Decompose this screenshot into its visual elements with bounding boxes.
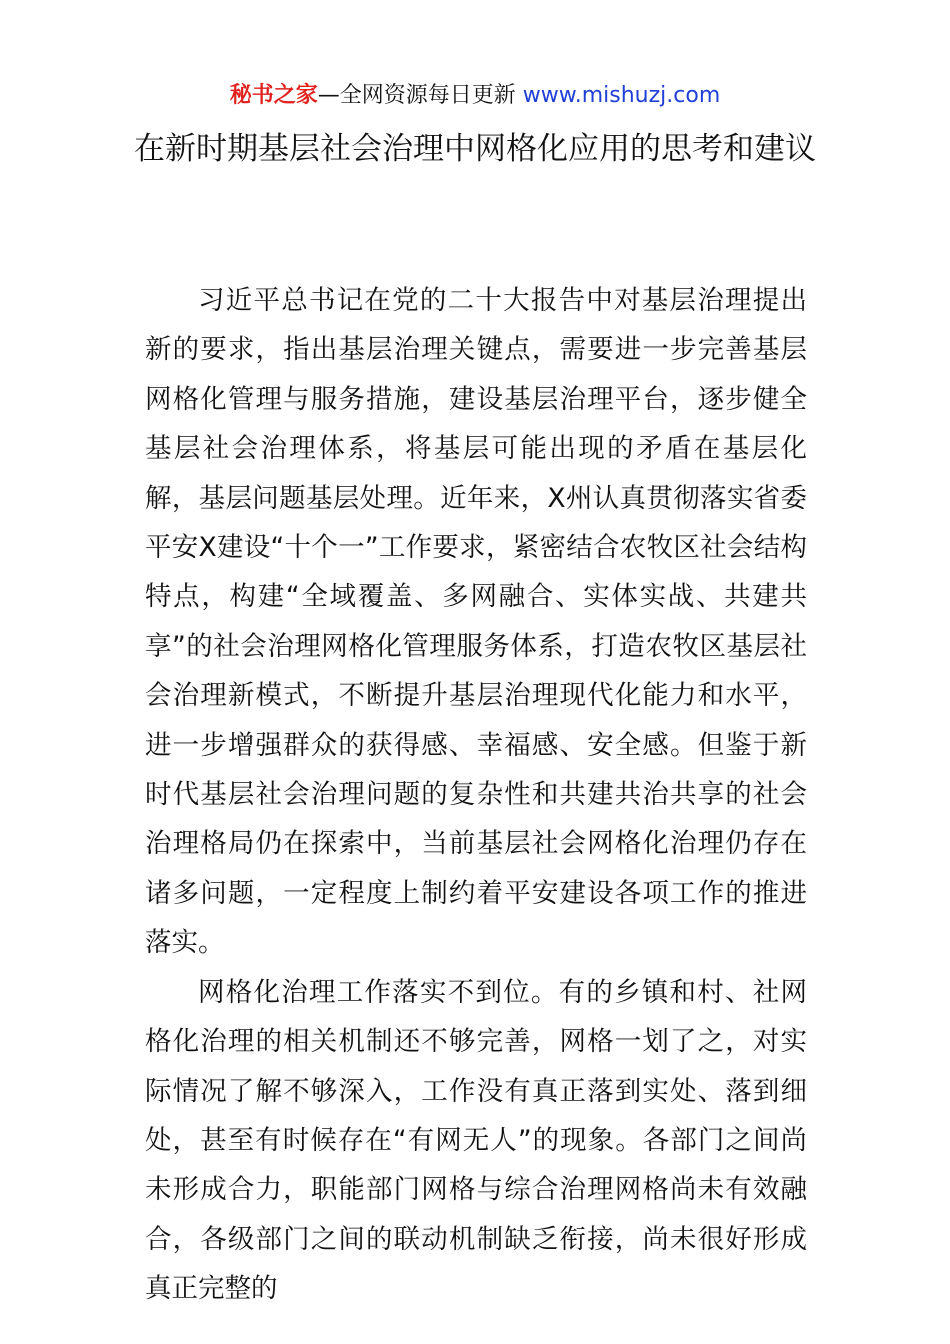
site-brand: 秘书之家: [229, 83, 318, 108]
paragraph: 习近平总书记在党的二十大报告中对基层治理提出新的要求，指出基层治理关键点，需要进一步完善基层网格化管理与服务措施，建设基层治理平台，逐步健全基层社会治理体系，将基层可能出现的矛盾在基层化解，基层问题基层处理。近年来，X州认真贯彻落实省委平安X建设“十个一”工作要求，紧密结合农牧区社会结构特点，构建“全域覆盖、多网融合、实体实战、共建共享”的社会治理网格化管理服务体系，打造农牧区基层社会治理新模式，不断提升基层治理现代化能力和水平，进一步增强群众的获得感、幸福感、安全感。但鉴于新时代基层社会治理问题的复杂性和共建共治共享的社会治理格局仍在探索中，当前基层社会网格化治理仍存在诸多问题，一定程度上制约着平安建设各项工作的推进落实。: [145, 285, 807, 959]
paragraph: 网格化治理工作落实不到位。有的乡镇和村、社网格化治理的相关机制还不够完善，网格一划了之，对实际情况了解不够深入，工作没有真正落到实处、落到细处，甚至有时候存在“有网无人”的现象。各部门之间尚未形成合力，职能部门网格与综合治理网格尚未有效融合，各级部门之间的联动机制缺乏衔接，尚未很好形成真正完整的: [145, 976, 807, 1305]
document-title: 在新时期基层社会治理中网格化应用的思考和建议: [134, 131, 816, 167]
site-url-link[interactable]: www.mishuzj.com: [522, 83, 721, 108]
site-header: [0, 80, 950, 112]
site-slogan: —全网资源每日更新: [317, 83, 523, 108]
document-body: [145, 276, 807, 1314]
